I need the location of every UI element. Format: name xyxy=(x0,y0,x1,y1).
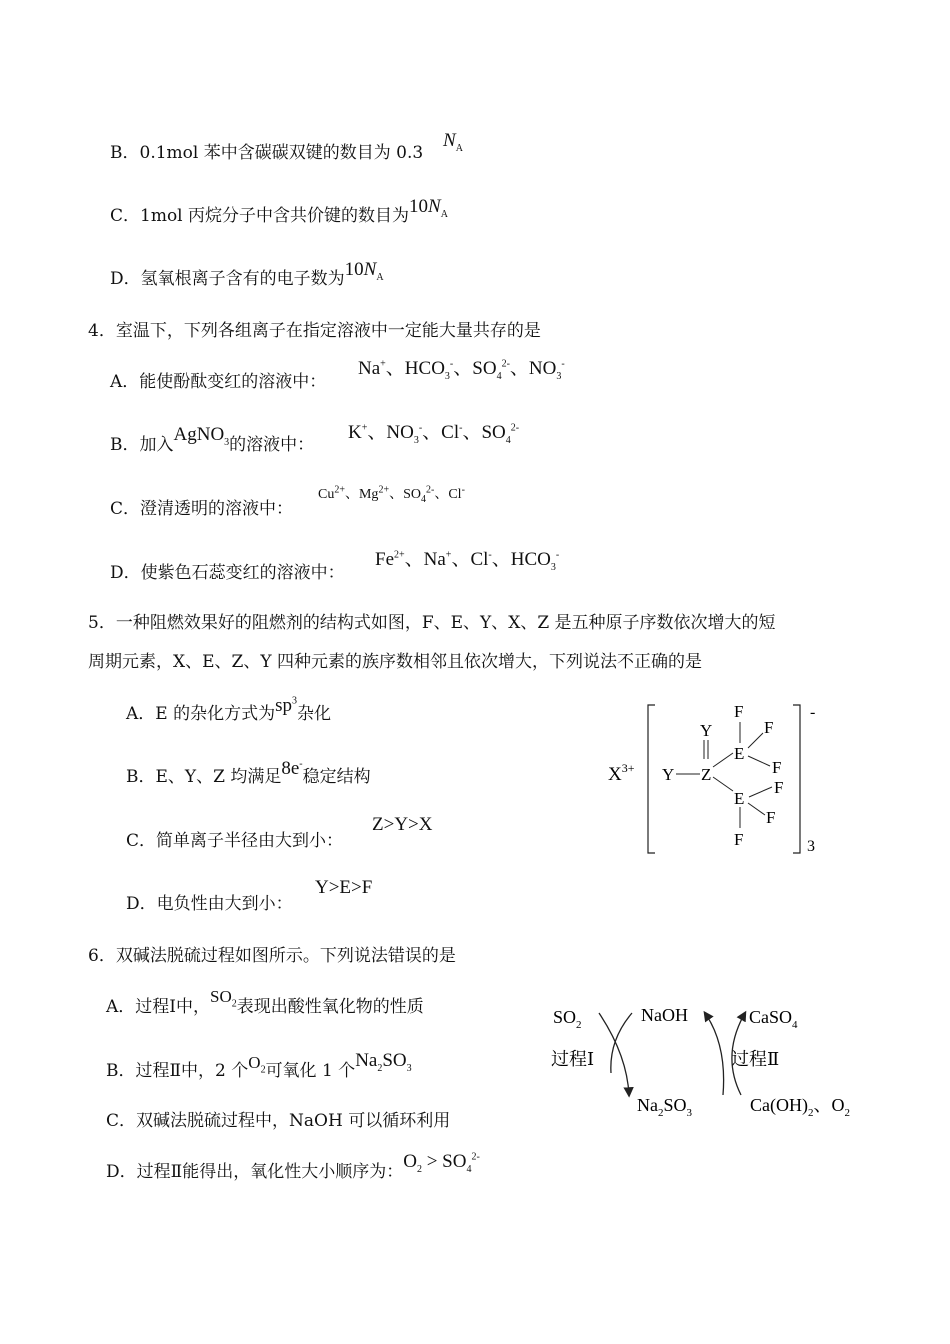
q6-option-c: C．双碱法脱硫过程中，NaOH 可以循环利用 xyxy=(106,1111,451,1131)
na2so3-label: $Na_2SO_3$ xyxy=(637,1095,693,1119)
svg-text:F: F xyxy=(734,830,744,849)
q4-stem: 4．室温下，下列各组离子在指定溶液中一定能大量共存的是 xyxy=(88,321,541,341)
atom-e-lower: E xyxy=(734,789,745,808)
q5-structure-diagram xyxy=(600,695,840,865)
q5-c-formula: Z>Y>X xyxy=(372,814,433,835)
q5-option-a: A．E 的杂化方式为$sp^3$杂化 xyxy=(126,695,332,724)
q6-option-b: B．过程Ⅱ中，2 个$O_2$可氧化 1 个$Na_2SO_3$ xyxy=(106,1050,412,1081)
process1-label: 过程Ⅰ xyxy=(551,1049,595,1070)
arrow-to-naoh xyxy=(705,1013,724,1095)
naoh-label: NaOH xyxy=(641,1005,688,1025)
caso4-label: CaSO$_4$ xyxy=(749,1007,798,1031)
so2-label: $SO_2$ xyxy=(553,1007,582,1031)
q4-a-ions: Na+、$HCO_3^-$、$SO_4^{2-}$、$NO_3^-$ xyxy=(358,358,565,382)
arrow-from-naoh xyxy=(611,1013,632,1073)
svg-text:F: F xyxy=(764,718,774,737)
right-bracket xyxy=(793,705,800,853)
left-bracket xyxy=(648,705,655,853)
q5-d-formula: Y>E>F xyxy=(315,877,373,898)
q3-option-b: B．0.1mol 苯中含碳碳双键的数目为 0.3 $N_A$ xyxy=(110,130,463,163)
q5-option-c: C．简单离子半径由大到小： xyxy=(126,831,344,851)
q5-option-b: B．E、Y、Z 均满足8e-稳定结构 xyxy=(126,758,371,787)
atom-y-left: Y xyxy=(662,765,675,784)
q6-option-d: D．过程Ⅱ能得出，氧化性大小顺序为：$O_2 > SO_4^{2-}$ xyxy=(106,1151,480,1182)
q6-stem: 6．双碱法脱硫过程如图所示。下列说法错误的是 xyxy=(88,946,456,966)
atom-z: Z xyxy=(701,765,712,784)
caoh2-o2-label: $Ca(OH)_2$、$O_2$ xyxy=(750,1095,850,1119)
na-symbol: $N_A$ xyxy=(443,130,463,154)
q4-b-ions: K+、$NO_3^-$、Cl-、$SO_4^{2-}$ xyxy=(348,422,520,446)
q4-option-c: C．澄清透明的溶液中： xyxy=(110,499,294,519)
arrow-to-na2so3 xyxy=(599,1013,629,1095)
atom-e-upper: E xyxy=(734,744,745,763)
q6-option-a: A．过程Ⅰ中，$SO_2$表现出酸性氧化物的性质 xyxy=(106,987,424,1017)
svg-text:F: F xyxy=(774,778,784,797)
svg-text:F: F xyxy=(766,808,776,827)
q4-option-a: A．能使酚酞变红的溶液中： xyxy=(110,372,327,392)
q3-option-d: D．氢氧根离子含有的电子数为$10N_A$ xyxy=(110,259,384,289)
q4-option-b: B．加入AgNO$_3$的溶液中： xyxy=(110,424,315,455)
q5-stem-line1: 5．一种阻燃效果好的阻燃剂的结构式如图，F、E、Y、X、Z 是五种原子序数依次增大的短 xyxy=(88,613,776,633)
q3-option-c: C．1mol 丙烷分子中含共价键的数目为$10N_A$ xyxy=(110,196,448,226)
svg-text:F: F xyxy=(734,702,744,721)
cation-x: $X^{3+}$ xyxy=(608,761,635,785)
q5-option-d: D．电负性由大到小： xyxy=(126,894,293,914)
anion-charge: - xyxy=(810,704,816,721)
q4-c-ions: $Cu^{2+}$、$Mg^{2+}$、$SO_4^{2-}$、Cl- xyxy=(318,484,465,505)
svg-text:F: F xyxy=(772,758,782,777)
atom-y-top: Y xyxy=(700,721,713,740)
process2-label: 过程Ⅱ xyxy=(731,1049,780,1070)
q4-option-d: D．使紫色石蕊变红的溶液中： xyxy=(110,563,345,583)
q4-d-ions: $Fe^{2+}$、Na+、Cl-、$HCO_3^-$ xyxy=(375,549,560,573)
q5-stem-line2: 周期元素，X、E、Z、Y 四种元素的族序数相邻且依次增大，下列说法不正确的是 xyxy=(88,652,702,672)
q6-cycle-diagram xyxy=(545,995,885,1125)
anion-count: 3 xyxy=(807,838,815,855)
